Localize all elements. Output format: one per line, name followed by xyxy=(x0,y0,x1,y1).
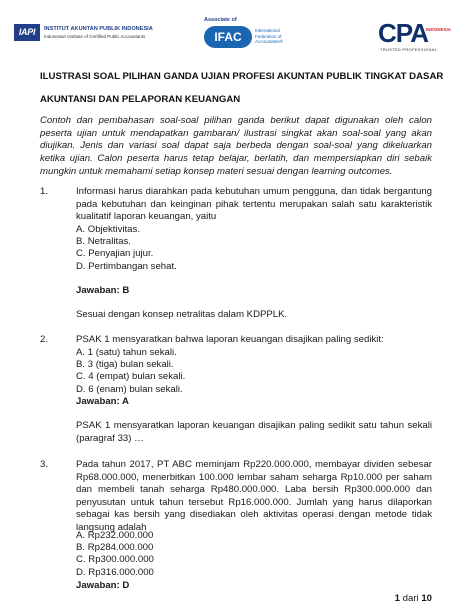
option-item: C. 4 (empat) bulan sekali. xyxy=(76,371,186,383)
cpa-tagline: TRUSTED PROFESSIONAL xyxy=(380,47,438,52)
option-item: D. 6 (enam) bulan sekali. xyxy=(76,383,183,395)
question-number: 3. xyxy=(40,459,49,470)
option-item: D. Pertimbangan sehat. xyxy=(76,260,177,272)
cpa-logo-text: CPA xyxy=(378,18,428,48)
option-item: B. Netralitas. xyxy=(76,236,131,248)
option-list xyxy=(76,224,177,273)
ifac-logo-block xyxy=(202,17,282,53)
page-of-label: dari xyxy=(402,593,419,604)
option-item: C. Penyajian jujur. xyxy=(76,248,154,260)
cpa-logo xyxy=(378,20,428,46)
question-text: PSAK 1 mensyaratkan bahwa laporan keuangan disajikan paling sedikit: xyxy=(76,334,384,345)
option-item: A. Objektivitas. xyxy=(76,224,140,235)
ifac-subtitle: International Federation of Accountants® xyxy=(255,28,284,44)
intro-paragraph: Contoh dan pembahasan soal-soal pilihan ganda berikut dapat digunakan oleh calon peserta ujian untuk mendapatkan gambaran/ ilustrasi singkat akan soal-soal yang akan diujikan. Jenis dan variasi soal dapat saja berbeda dengan soal-soal yang dikeluarkan ketika ujian. Calon peserta harus tetap belajar, berlatih, dan mempersiapkan diri sebaik mungkin untuk memahami setiap konsep materi sesuai dengan learning outcomes. xyxy=(40,115,432,177)
cpa-logo-block xyxy=(378,20,458,56)
answer-explanation: PSAK 1 mensyaratkan laporan keuangan disajikan paling sedikit satu tahun sekali (paragraf 33) … xyxy=(76,420,432,444)
page-header xyxy=(0,0,474,62)
option-item: C. Rp300.000.000 xyxy=(76,554,154,566)
option-item: B. 3 (tiga) bulan sekali. xyxy=(76,359,174,371)
page-number xyxy=(395,593,432,604)
cpa-indonesia-label: INDONESIA xyxy=(426,27,452,32)
page-current: 1 xyxy=(394,593,400,604)
document-subtitle: AKUNTANSI DAN PELAPORAN KEUANGAN xyxy=(40,94,241,105)
iapi-logo-block xyxy=(14,24,153,41)
ifac-associate-label: Associate of xyxy=(204,17,237,23)
question-number: 1. xyxy=(40,186,49,197)
option-list xyxy=(76,530,154,579)
answer-label: Jawaban: B xyxy=(76,285,130,296)
question-number: 2. xyxy=(40,334,49,345)
question-text: Pada tahun 2017, PT ABC meminjam Rp220.000.000, membayar dividen sebesar Rp68.000.000, menerbitkan 100.000 lembar saham seharga Rp10.000 per saham dan membeli tanah seharga Rp480.000.000. Laba bersih Rp300.000.000 dan penyusutan untuk tahun tersebut Rp16.000.000. Jumlah yang harus dilaporkan sebagai kas bersih yang disediakan oleh aktivitas operasi dengan metode tidak langsung adalah xyxy=(76,459,432,533)
page-total: 10 xyxy=(421,593,432,604)
answer-label: Jawaban: A xyxy=(76,396,129,407)
option-item: D. Rp316.000.000 xyxy=(76,566,154,578)
iapi-name: INSTITUT AKUNTAN PUBLIK INDONESIA xyxy=(44,25,153,32)
option-item: B. Rp284.000.000 xyxy=(76,542,154,554)
iapi-text xyxy=(44,26,153,40)
option-item: A. 1 (satu) tahun sekali. xyxy=(76,347,177,358)
option-item: A. Rp232.000.000 xyxy=(76,530,154,541)
question-text: Informasi harus diarahkan pada kebutuhan umum pengguna, dan tidak bergantung pada kebutuhan dan keinginan pihak tertentu merupakan salah satu karakteristik kualitatif laporan keuangan, yaitu xyxy=(76,186,432,223)
answer-explanation: Sesuai dengan konsep netralitas dalam KDPPLK. xyxy=(76,309,288,320)
iapi-logo: IAPI xyxy=(14,24,40,41)
option-list xyxy=(76,347,185,396)
ifac-logo: IFAC xyxy=(204,26,252,48)
iapi-subtitle: Indonesian Institute of Certified Public Accountants xyxy=(44,33,146,39)
answer-label: Jawaban: D xyxy=(76,580,130,591)
document-title: ILUSTRASI SOAL PILIHAN GANDA UJIAN PROFESI AKUNTAN PUBLIK TINGKAT DASAR xyxy=(40,71,444,82)
